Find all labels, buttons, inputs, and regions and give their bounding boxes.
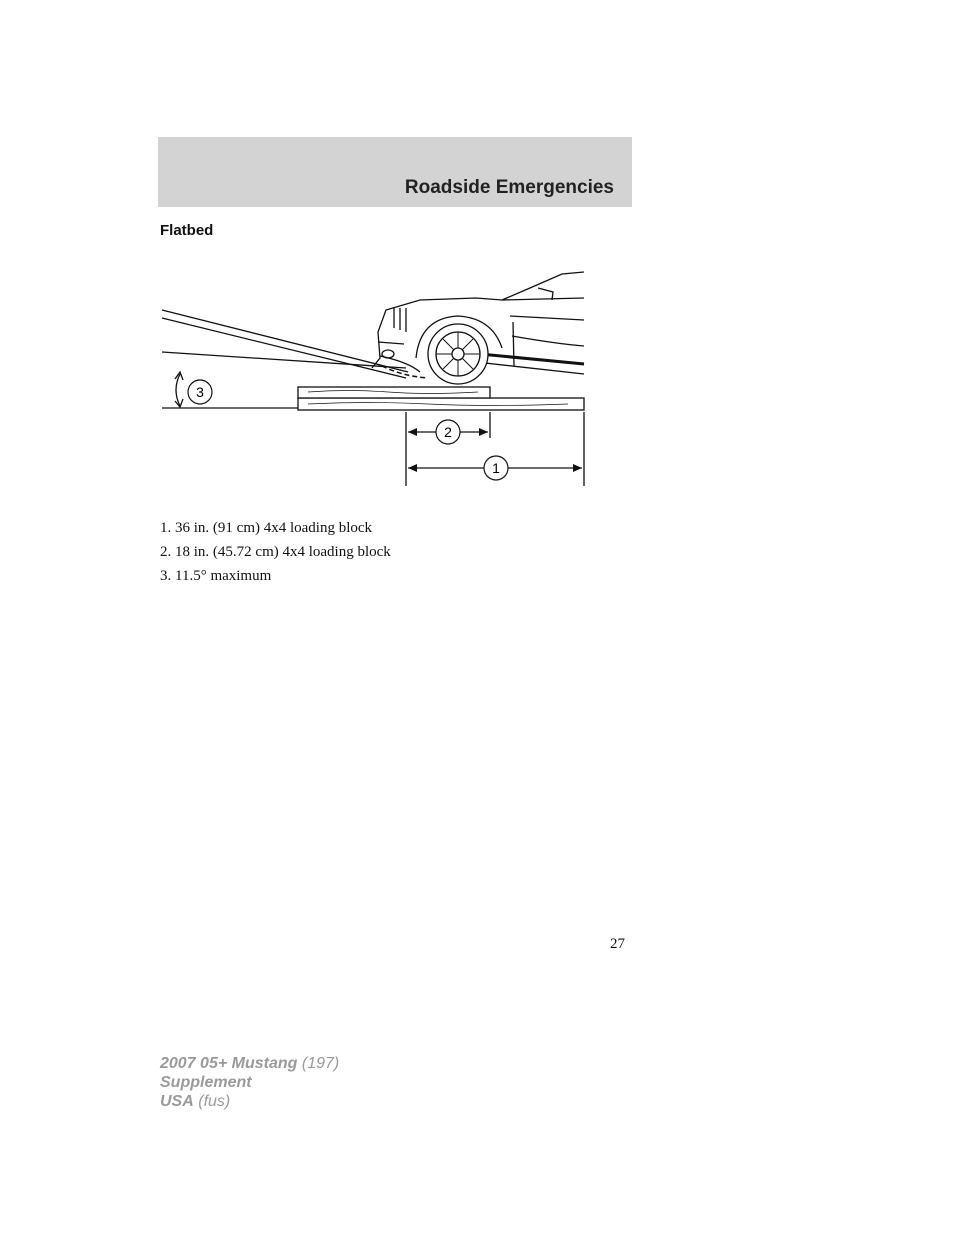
ramp-middle-line [162,318,406,378]
footer-model-code: (197) [301,1055,340,1072]
footer-model: 2007 05+ Mustang [160,1055,298,1072]
header-title: Roadside Emergencies [404,177,614,198]
callout-3-label: 3 [196,384,204,400]
footer-market: USA [160,1093,194,1110]
ramp-lower-line [162,352,406,368]
footer-market-code: (fus) [198,1093,231,1110]
legend-item: 2. 18 in. (45.72 cm) 4x4 loading block [160,544,391,560]
page-number: 27 [610,936,625,952]
legend-item: 3. 11.5° maximum [160,568,272,584]
figure-legend [160,516,391,588]
footer-supplement: Supplement [160,1074,252,1091]
callout-1-label: 1 [492,460,500,476]
footer-line-1 [160,1054,339,1073]
flatbed-loading-diagram [158,262,598,490]
angle-arc [176,374,180,406]
ramp-upper-line [162,310,408,372]
footer-line-2 [160,1073,339,1092]
footer [160,1054,339,1111]
legend-item: 1. 36 in. (91 cm) 4x4 loading block [160,520,373,536]
loading-block-36in [298,398,584,410]
fog-light [382,350,394,358]
section-heading: Flatbed [160,222,214,239]
header-band [158,137,632,207]
footer-line-3 [160,1092,339,1111]
callout-2-label: 2 [444,424,452,440]
